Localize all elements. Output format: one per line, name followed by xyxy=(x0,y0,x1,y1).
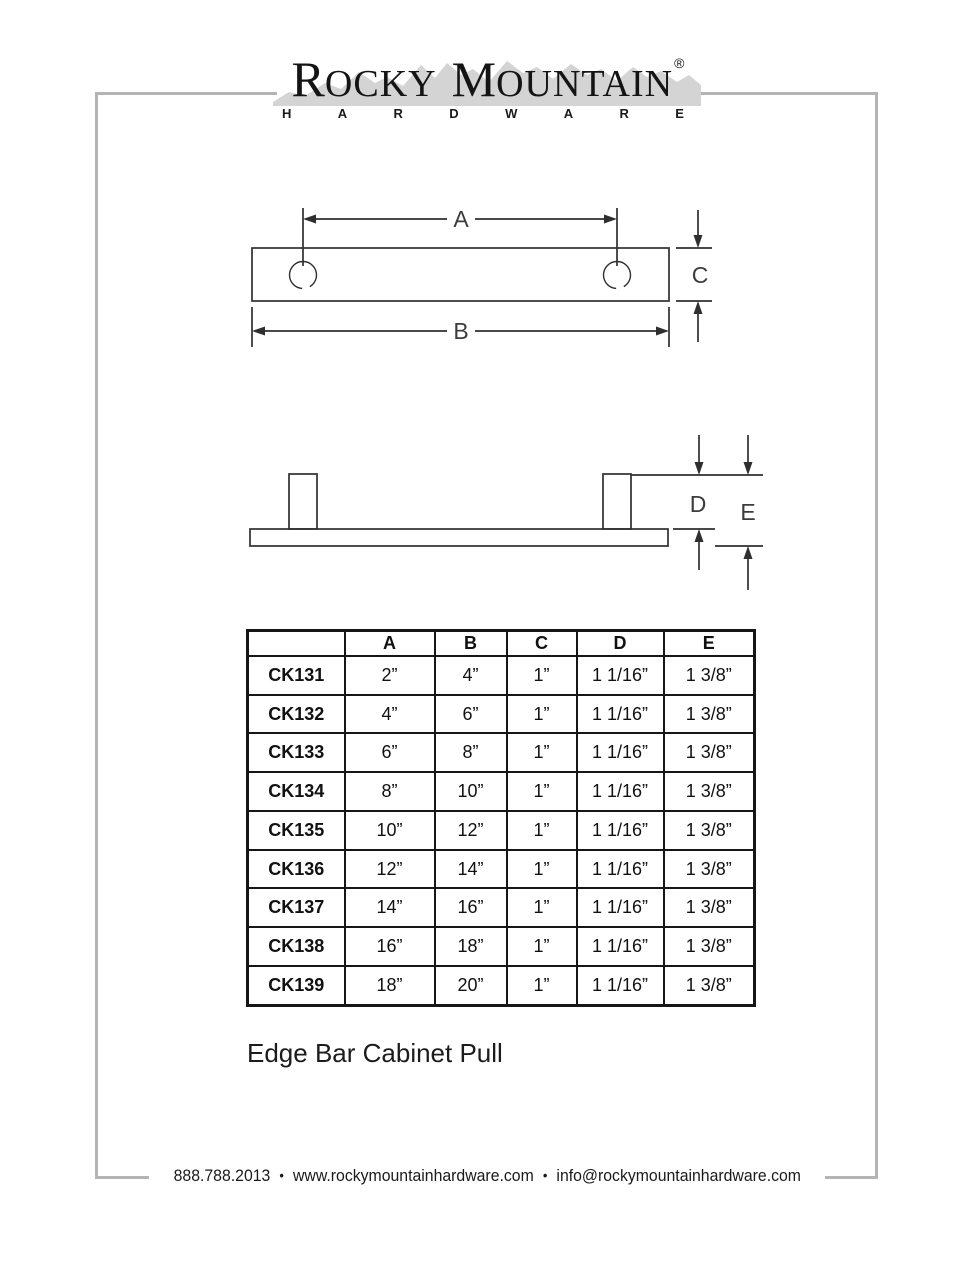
brand-name xyxy=(0,51,975,107)
post-left xyxy=(289,474,317,529)
header-blank xyxy=(248,631,345,657)
table-row: CK135 10” 12” 1” 1 1/16” 1 3/8” xyxy=(248,811,755,850)
table-row: CK131 2” 4” 1” 1 1/16” 1 3/8” xyxy=(248,656,755,695)
model-cell: CK135 xyxy=(248,811,345,850)
arrowhead xyxy=(694,301,703,314)
post-right xyxy=(603,474,631,529)
brand-subtitle-hardware: H A R D W A R E xyxy=(282,106,684,121)
pull-bar-side xyxy=(250,529,668,546)
dimension-label-e: E xyxy=(740,499,756,525)
footer xyxy=(0,1166,975,1186)
model-cell: CK131 xyxy=(248,656,345,695)
dimension-label-b: B xyxy=(453,318,469,344)
arrowhead xyxy=(656,327,669,336)
dimension-label-a: A xyxy=(453,206,469,232)
model-cell: CK133 xyxy=(248,733,345,772)
arrowhead xyxy=(744,462,753,475)
footer-email: info@rockymountainhardware.com xyxy=(556,1166,802,1185)
header-d: D xyxy=(577,631,664,657)
header-b: B xyxy=(435,631,507,657)
model-cell: CK137 xyxy=(248,888,345,927)
arrowhead xyxy=(744,546,753,559)
product-title: Edge Bar Cabinet Pull xyxy=(247,1038,503,1068)
brand-word-rocky: ROCKY xyxy=(291,51,437,107)
pull-bar-outline xyxy=(252,248,669,301)
header-e: E xyxy=(664,631,755,657)
table-row: CK132 4” 6” 1” 1 1/16” 1 3/8” xyxy=(248,695,755,734)
table-row: CK139 18” 20” 1” 1 1/16” 1 3/8” xyxy=(248,966,755,1006)
dimension-label-d: D xyxy=(689,491,707,517)
arrowhead xyxy=(252,327,265,336)
diagram-top-view xyxy=(240,193,750,358)
bullet-separator: • xyxy=(543,1167,548,1183)
diagram-side-view xyxy=(240,428,770,598)
spec-table xyxy=(246,629,756,1007)
header-c: C xyxy=(507,631,577,657)
model-cell: CK139 xyxy=(248,966,345,1006)
model-cell: CK136 xyxy=(248,850,345,889)
table-row: CK136 12” 14” 1” 1 1/16” 1 3/8” xyxy=(248,850,755,889)
page-border-left xyxy=(95,92,98,1179)
arrowhead xyxy=(695,462,704,475)
model-cell: CK132 xyxy=(248,695,345,734)
arrowhead xyxy=(694,235,703,248)
footer-phone: 888.788.2013 xyxy=(173,1166,271,1185)
page-border-right xyxy=(875,92,878,1179)
table-row: CK137 14” 16” 1” 1 1/16” 1 3/8” xyxy=(248,888,755,927)
brand-word-mountain: MOUNTAIN xyxy=(451,51,674,107)
table-row: CK133 6” 8” 1” 1 1/16” 1 3/8” xyxy=(248,733,755,772)
registered-trademark-icon: ® xyxy=(674,55,685,71)
model-cell: CK134 xyxy=(248,772,345,811)
dimension-label-c: C xyxy=(691,262,709,288)
arrowhead xyxy=(604,215,617,224)
table-header-row xyxy=(248,631,755,657)
arrowhead xyxy=(303,215,316,224)
bullet-separator: • xyxy=(279,1167,285,1183)
table-row: CK138 16” 18” 1” 1 1/16” 1 3/8” xyxy=(248,927,755,966)
arrowhead xyxy=(695,529,704,542)
table-row: CK134 8” 10” 1” 1 1/16” 1 3/8” xyxy=(248,772,755,811)
model-cell: CK138 xyxy=(248,927,345,966)
footer-website: www.rockymountainhardware.com xyxy=(293,1166,534,1185)
header-a: A xyxy=(345,631,435,657)
